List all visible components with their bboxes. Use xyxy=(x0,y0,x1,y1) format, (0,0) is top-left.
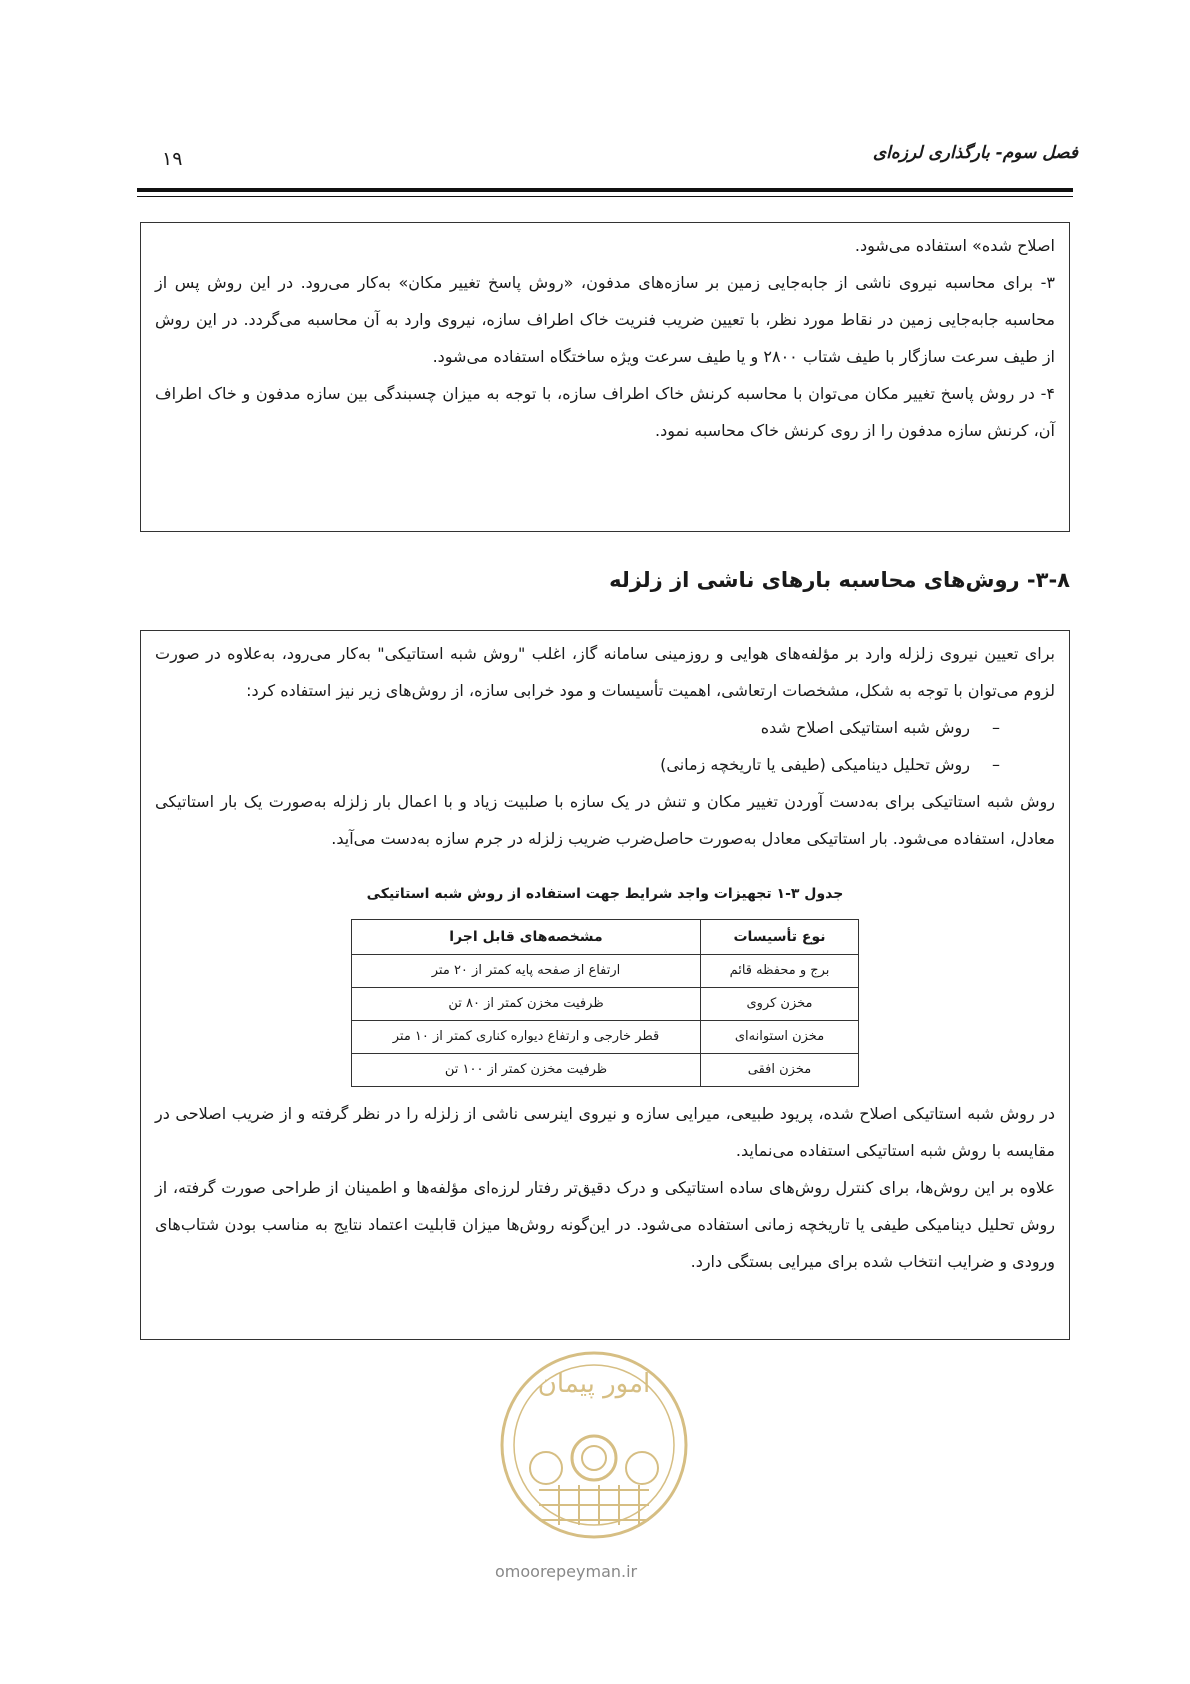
table-header-row xyxy=(352,920,859,955)
cell-type: مخزن کروی xyxy=(701,988,859,1021)
cell-type: مخزن افقی xyxy=(701,1054,859,1087)
bullet-item xyxy=(155,709,1055,746)
table-caption: جدول ۳-۱ تجهیزات واجد شرایط جهت استفاده از روش شبه استاتیکی xyxy=(366,886,844,902)
header-cell-spec: مشخصه‌های قابل اجرا xyxy=(352,920,701,955)
watermark-logo-text: امور پیمان xyxy=(537,1369,651,1399)
bullet-dash: – xyxy=(992,718,1000,737)
watermark-url: omoorepeyman.ir xyxy=(495,1562,638,1581)
cell-spec: ارتفاع از صفحه پایه کمتر از ۲۰ متر xyxy=(352,955,701,988)
note-item-3: ۳- برای محاسبه نیروی ناشی از جابه‌جایی زمین بر سازه‌های مدفون، «روش پاسخ تغییر مکان» به‌کار می‌رود. در این روش پس از محاسبه جابه‌جایی زمین در نقاط مورد نظر، با تعیین ضریب فنریت خاک اطراف سازه، نیروی وارد به آن محاسبه می‌گردد. در این روش از طیف سرعت سازگار با طیف شتاب ۲۸۰۰ و یا طیف سرعت ویژه ساختگاه استفاده می‌شود. xyxy=(155,273,1055,366)
chapter-title: فصل سوم- بارگذاری لرزه‌ای xyxy=(872,143,1078,163)
intro-paragraph: برای تعیین نیروی زلزله وارد بر مؤلفه‌های هوایی و روزمینی سامانه گاز، اغلب "روش شبه استاتیکی" به‌کار می‌رود، به‌علاوه در صورت لزوم می‌توان با توجه به شکل، مشخصات ارتعاشی، اهمیت تأسیسات و مود خرابی سازه، از روش‌های زیر نیز استفاده کرد: xyxy=(155,644,1055,700)
bullet-dash: – xyxy=(992,755,1000,774)
cell-type: برج و محفظه قائم xyxy=(701,955,859,988)
cell-spec: ظرفیت مخزن کمتر از ۸۰ تن xyxy=(352,988,701,1021)
note-item-4: ۴- در روش پاسخ تغییر مکان می‌توان با محاسبه کرنش خاک اطراف سازه، با توجه به میزان چسبندگی بین سازه مدفون و خاک اطراف آن، کرنش سازه مدفون را از روی کرنش خاک محاسبه نمود. xyxy=(155,384,1055,440)
bullet-text: روش شبه استاتیکی اصلاح شده xyxy=(760,718,970,737)
bullet-text: روش تحلیل دینامیکی (طیفی یا تاریخچه زمانی) xyxy=(660,755,970,774)
table-row xyxy=(352,988,859,1021)
header-rule-thin xyxy=(137,196,1073,197)
watermark-logo-icon xyxy=(484,1340,704,1550)
header-rule-thick xyxy=(137,188,1073,192)
note-continuation: اصلاح شده» استفاده می‌شود. xyxy=(854,236,1055,255)
table-row xyxy=(352,1054,859,1087)
cell-spec: قطر خارجی و ارتفاع دیواره کناری کمتر از ۱۰ متر xyxy=(352,1021,701,1054)
table-row xyxy=(352,955,859,988)
section-heading: ۳-۸- روش‌های محاسبه بارهای ناشی از زلزله xyxy=(609,568,1070,592)
notes-box xyxy=(140,222,1070,532)
pseudo-static-paragraph: روش شبه استاتیکی برای به‌دست آوردن تغییر مکان و تنش در یک سازه با صلبیت زیاد و با اعمال بار زلزله به‌صورت یک بار استاتیکی معادل، استفاده می‌شود. بار استاتیکی معادل به‌صورت حاصل‌ضرب ضریب زلزله در جرم سازه به‌دست می‌آید. xyxy=(155,792,1055,848)
cell-type: مخزن استوانه‌ای xyxy=(701,1021,859,1054)
bullet-item xyxy=(155,746,1055,783)
cell-spec: ظرفیت مخزن کمتر از ۱۰۰ تن xyxy=(352,1054,701,1087)
header-cell-type: نوع تأسیسات xyxy=(701,920,859,955)
equipment-table xyxy=(351,919,859,1087)
table-row xyxy=(352,1021,859,1054)
methods-box xyxy=(140,630,1070,1340)
dynamic-method-paragraph: علاوه بر این روش‌ها، برای کنترل روش‌های ساده استاتیکی و درک دقیق‌تر رفتار لرزه‌ای مؤلفه‌ها و اطمینان از طراحی صورت گرفته، از روش تحلیل دینامیکی طیفی یا تاریخچه زمانی استفاده می‌شود. در این‌گونه روش‌ها میزان قابلیت اعتماد نتایج به مناسب بودن شتاب‌های ورودی و ضرایب انتخاب شده برای میرایی بستگی دارد. xyxy=(155,1178,1055,1271)
page-number: ۱۹ xyxy=(162,148,183,170)
modified-method-paragraph: در روش شبه استاتیکی اصلاح شده، پریود طبیعی، میرایی سازه و نیروی اینرسی ناشی از زلزله را در نظر گرفته و از ضریب اصلاحی در مقایسه با روش شبه استاتیکی استفاده می‌نماید. xyxy=(155,1104,1055,1160)
